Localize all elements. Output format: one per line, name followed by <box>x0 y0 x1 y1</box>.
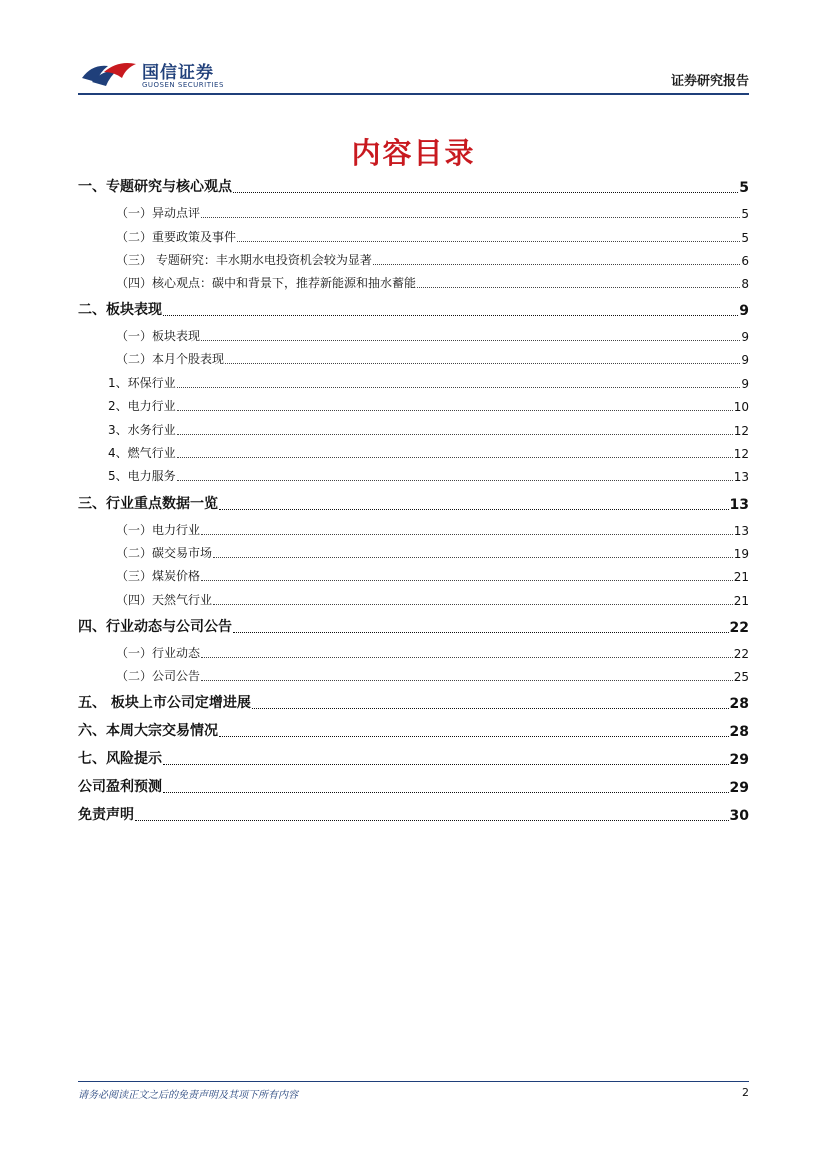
toc-section-entry[interactable] <box>78 493 749 513</box>
logo-english-name: GUOSEN SECURITIES <box>142 81 224 89</box>
toc-section-entry[interactable] <box>78 748 749 768</box>
toc-entry-label: （四）核心观点：碳中和背景下，推荐新能源和抽水蓄能 <box>116 276 417 290</box>
toc-leader-dots <box>213 556 733 558</box>
toc-leader-dots <box>177 386 741 388</box>
toc-entry-label: 六、本周大宗交易情况 <box>78 723 218 739</box>
toc-entry-page: 5 <box>741 231 749 245</box>
toc-subsection-entry[interactable] <box>78 567 749 584</box>
toc-entry-label: 三、行业重点数据一览 <box>78 496 218 512</box>
company-logo <box>78 56 228 94</box>
toc-entry-label: （一）板块表现 <box>116 329 201 343</box>
toc-entry-page: 19 <box>733 547 749 561</box>
toc-entry-label: 4、燃气行业 <box>108 446 176 460</box>
toc-leader-dots <box>201 533 733 535</box>
toc-entry-label: 5、电力服务 <box>108 469 176 483</box>
toc-leader-dots <box>163 763 729 765</box>
toc-leader-dots <box>201 339 740 341</box>
toc-entry-label: （三）煤炭价格 <box>116 569 201 583</box>
toc-leader-dots <box>373 263 741 265</box>
toc-entry-label: 五、 板块上市公司定增进展 <box>78 695 251 711</box>
toc-entry-page: 13 <box>733 524 749 538</box>
toc-subsection-entry[interactable] <box>78 544 749 561</box>
toc-subsection-entry[interactable] <box>78 444 749 461</box>
toc-leader-dots <box>135 819 729 821</box>
toc-entry-label: （二）重要政策及事件 <box>116 230 237 244</box>
toc-entry-page: 8 <box>741 277 749 291</box>
toc-subsection-entry[interactable] <box>78 374 749 391</box>
toc-entry-page: 9 <box>739 303 749 319</box>
toc-entry-page: 5 <box>741 207 749 221</box>
toc-entry-page: 12 <box>733 447 749 461</box>
toc-section-entry[interactable] <box>78 776 749 796</box>
toc-entry-label: 免责声明 <box>78 807 134 823</box>
toc-entry-label: （二）公司公告 <box>116 669 201 683</box>
toc-entry-page: 28 <box>729 696 749 712</box>
toc-subsection-entry[interactable] <box>78 591 749 608</box>
page-header <box>78 56 749 96</box>
toc-entry-page: 21 <box>733 570 749 584</box>
toc-entry-label: 二、板块表现 <box>78 302 162 318</box>
toc-leader-dots <box>163 314 738 316</box>
header-divider <box>78 93 749 95</box>
toc-entry-page: 10 <box>733 400 749 414</box>
toc-entry-page: 22 <box>733 647 749 661</box>
toc-entry-page: 13 <box>729 497 749 513</box>
toc-entry-label: （一）异动点评 <box>116 206 201 220</box>
toc-leader-dots <box>201 679 733 681</box>
toc-entry-page: 13 <box>733 470 749 484</box>
toc-entry-page: 9 <box>741 353 749 367</box>
toc-leader-dots <box>177 409 733 411</box>
toc-section-entry[interactable] <box>78 720 749 740</box>
toc-entry-label: （三） 专题研究：丰水期水电投资机会较为显著 <box>116 253 372 267</box>
toc-subsection-entry[interactable] <box>78 421 749 438</box>
toc-subsection-entry[interactable] <box>78 467 749 484</box>
toc-leader-dots <box>177 433 733 435</box>
toc-leader-dots <box>219 508 729 510</box>
toc-section-entry[interactable] <box>78 616 749 636</box>
toc-entry-label: （二）本月个股表现 <box>116 352 225 366</box>
toc-entry-page: 28 <box>729 724 749 740</box>
toc-subsection-entry[interactable] <box>78 521 749 538</box>
toc-subsection-entry[interactable] <box>78 228 749 245</box>
toc-entry-page: 12 <box>733 424 749 438</box>
toc-entry-label: （一）电力行业 <box>116 523 201 537</box>
toc-entry-page: 21 <box>733 594 749 608</box>
toc-leader-dots <box>219 735 729 737</box>
toc-leader-dots <box>213 603 733 605</box>
toc-leader-dots <box>201 579 733 581</box>
toc-subsection-entry[interactable] <box>78 667 749 684</box>
toc-leader-dots <box>177 456 733 458</box>
toc-leader-dots <box>252 707 729 709</box>
toc-entry-page: 29 <box>729 752 749 768</box>
toc-entry-page: 9 <box>741 377 749 391</box>
toc-leader-dots <box>163 791 729 793</box>
toc-entry-label: 七、风险提示 <box>78 751 162 767</box>
toc-subsection-entry[interactable] <box>78 274 749 291</box>
toc-entry-page: 9 <box>741 330 749 344</box>
toc-leader-dots <box>201 216 740 218</box>
toc-entry-page: 22 <box>729 620 749 636</box>
toc-leader-dots <box>233 191 738 193</box>
toc-leader-dots <box>233 631 729 633</box>
footer-divider <box>78 1081 749 1082</box>
toc-entry-label: （四）天然气行业 <box>116 593 213 607</box>
toc-title: 内容目录 <box>351 136 476 170</box>
report-type-label: 证券研究报告 <box>670 74 749 89</box>
footer-disclaimer-note: 请务必阅读正文之后的免责声明及其项下所有内容 <box>78 1090 298 1101</box>
toc-entry-label: （一）行业动态 <box>116 646 201 660</box>
toc-entry-page: 25 <box>733 670 749 684</box>
toc-entry-page: 30 <box>729 808 749 824</box>
toc-subsection-entry[interactable] <box>78 251 749 268</box>
toc-entry-page: 29 <box>729 780 749 796</box>
toc-entry-label: 3、水务行业 <box>108 423 176 437</box>
toc-subsection-entry[interactable] <box>78 204 749 221</box>
toc-section-entry[interactable] <box>78 804 749 824</box>
toc-leader-dots <box>177 479 733 481</box>
toc-entry-label: 一、专题研究与核心观点 <box>78 179 232 195</box>
toc-leader-dots <box>225 362 740 364</box>
toc-section-entry[interactable] <box>78 176 749 196</box>
toc-entry-page: 6 <box>741 254 749 268</box>
toc-entry-label: 1、环保行业 <box>108 376 176 390</box>
toc-entry-page: 5 <box>739 180 749 196</box>
toc-section-entry[interactable] <box>78 299 749 319</box>
toc-entry-label: 2、电力行业 <box>108 399 176 413</box>
toc-section-entry[interactable] <box>78 692 749 712</box>
guosen-logo-mark-icon <box>78 58 140 90</box>
toc-subsection-entry[interactable] <box>78 350 749 367</box>
toc-leader-dots <box>201 656 733 658</box>
toc-entry-label: 四、行业动态与公司公告 <box>78 619 232 635</box>
toc-entry-label: 公司盈利预测 <box>78 779 162 795</box>
toc-entry-label: （二）碳交易市场 <box>116 546 213 560</box>
toc-leader-dots <box>417 286 740 288</box>
toc-leader-dots <box>237 240 740 242</box>
page-number: 2 <box>742 1086 749 1099</box>
toc-subsection-entry[interactable] <box>78 327 749 344</box>
toc-subsection-entry[interactable] <box>78 644 749 661</box>
logo-chinese-name: 国信证券 <box>142 63 214 83</box>
toc-subsection-entry[interactable] <box>78 397 749 414</box>
